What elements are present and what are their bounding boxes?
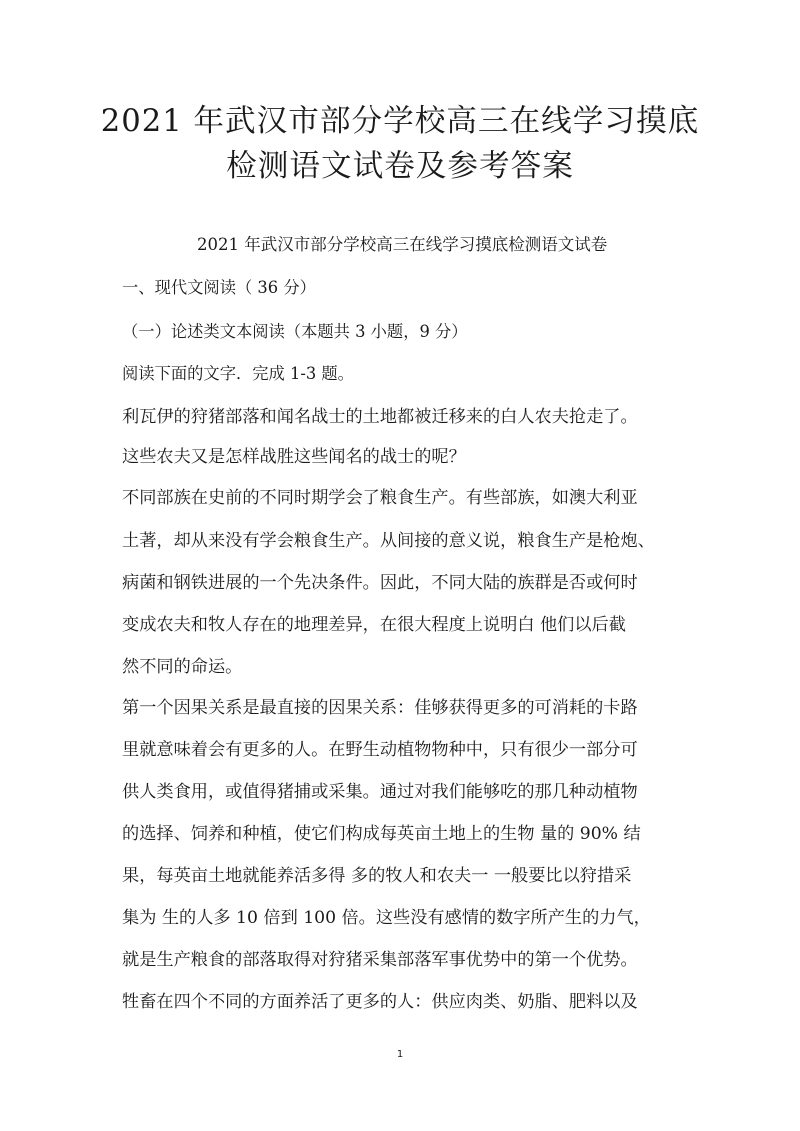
page-number: 1	[396, 1049, 404, 1060]
paragraph-line: 里就意味着会有更多的人。在野生动植物物种中，只有很少一部分可	[122, 740, 638, 760]
paragraph-line: 第一个因果关系是最直接的因果关系：佳够获得更多的可消耗的卡路	[122, 698, 638, 718]
paragraph-line: 的选择、饲养和种植，使它们构成每英亩土地上的生物 量的 90% 结	[122, 824, 641, 844]
paragraph-line: 这些农夫又是怎样战胜这些闻名的战士的呢？	[122, 447, 466, 467]
paragraph-line: 土著，却从来没有学会粮食生产。从间接的意义说，粮食生产是枪炮、	[122, 531, 655, 551]
paragraph-line: 然不同的命运。	[122, 657, 243, 677]
document-title-line-2: 检测语文试卷及参考答案	[226, 149, 574, 184]
section-heading: 一、现代文阅读（ 36 分）	[122, 278, 316, 297]
paragraph-line: 利瓦伊的狩猪部落和闻名战士的土地都被迁移来的白人农夫抢走了。	[122, 407, 638, 427]
exam-subtitle: 2021 年武汉市部分学校高三在线学习摸底检测语文试卷	[197, 235, 608, 254]
document-title-line-1: 2021 年武汉市部分学校高三在线学习摸底	[100, 104, 700, 139]
paragraph-line: 变成农夫和牧人存在的地理差异，在很大程度上说明白 他们以后截	[122, 615, 626, 635]
paragraph-line: 病菌和钢铁进展的一个先决条件。因此，不同大陆的族群是否或何时	[122, 573, 638, 593]
paragraph-line: 不同部族在史前的不同时期学会了粮食生产。有些部族，如澳大利亚	[122, 488, 638, 508]
reading-instruction: 阅读下面的文字．完成 1-3 题。	[122, 364, 354, 383]
paragraph-line: 供人类食用，或值得猪捕或采集。通过对我们能够吃的那几种动植物	[122, 782, 638, 802]
paragraph-line: 集为 生的人多 10 倍到 100 倍。这些没有感情的数字所产生的力气，	[122, 908, 651, 928]
paragraph-line: 牲畜在四个不同的方面养活了更多的人：供应肉类、奶脂、肥料以及	[122, 992, 638, 1012]
paragraph-line: 就是生产粮食的部落取得对狩猪采集部落军事优势中的第一个优势。	[122, 950, 638, 970]
subsection-heading: （一）论述类文本阅读（本题共 3 小题，9 分）	[122, 322, 468, 341]
paragraph-line: 果，每英亩土地就能养活多得 多的牧人和农夫一 一般要比以狩措采	[122, 866, 632, 886]
